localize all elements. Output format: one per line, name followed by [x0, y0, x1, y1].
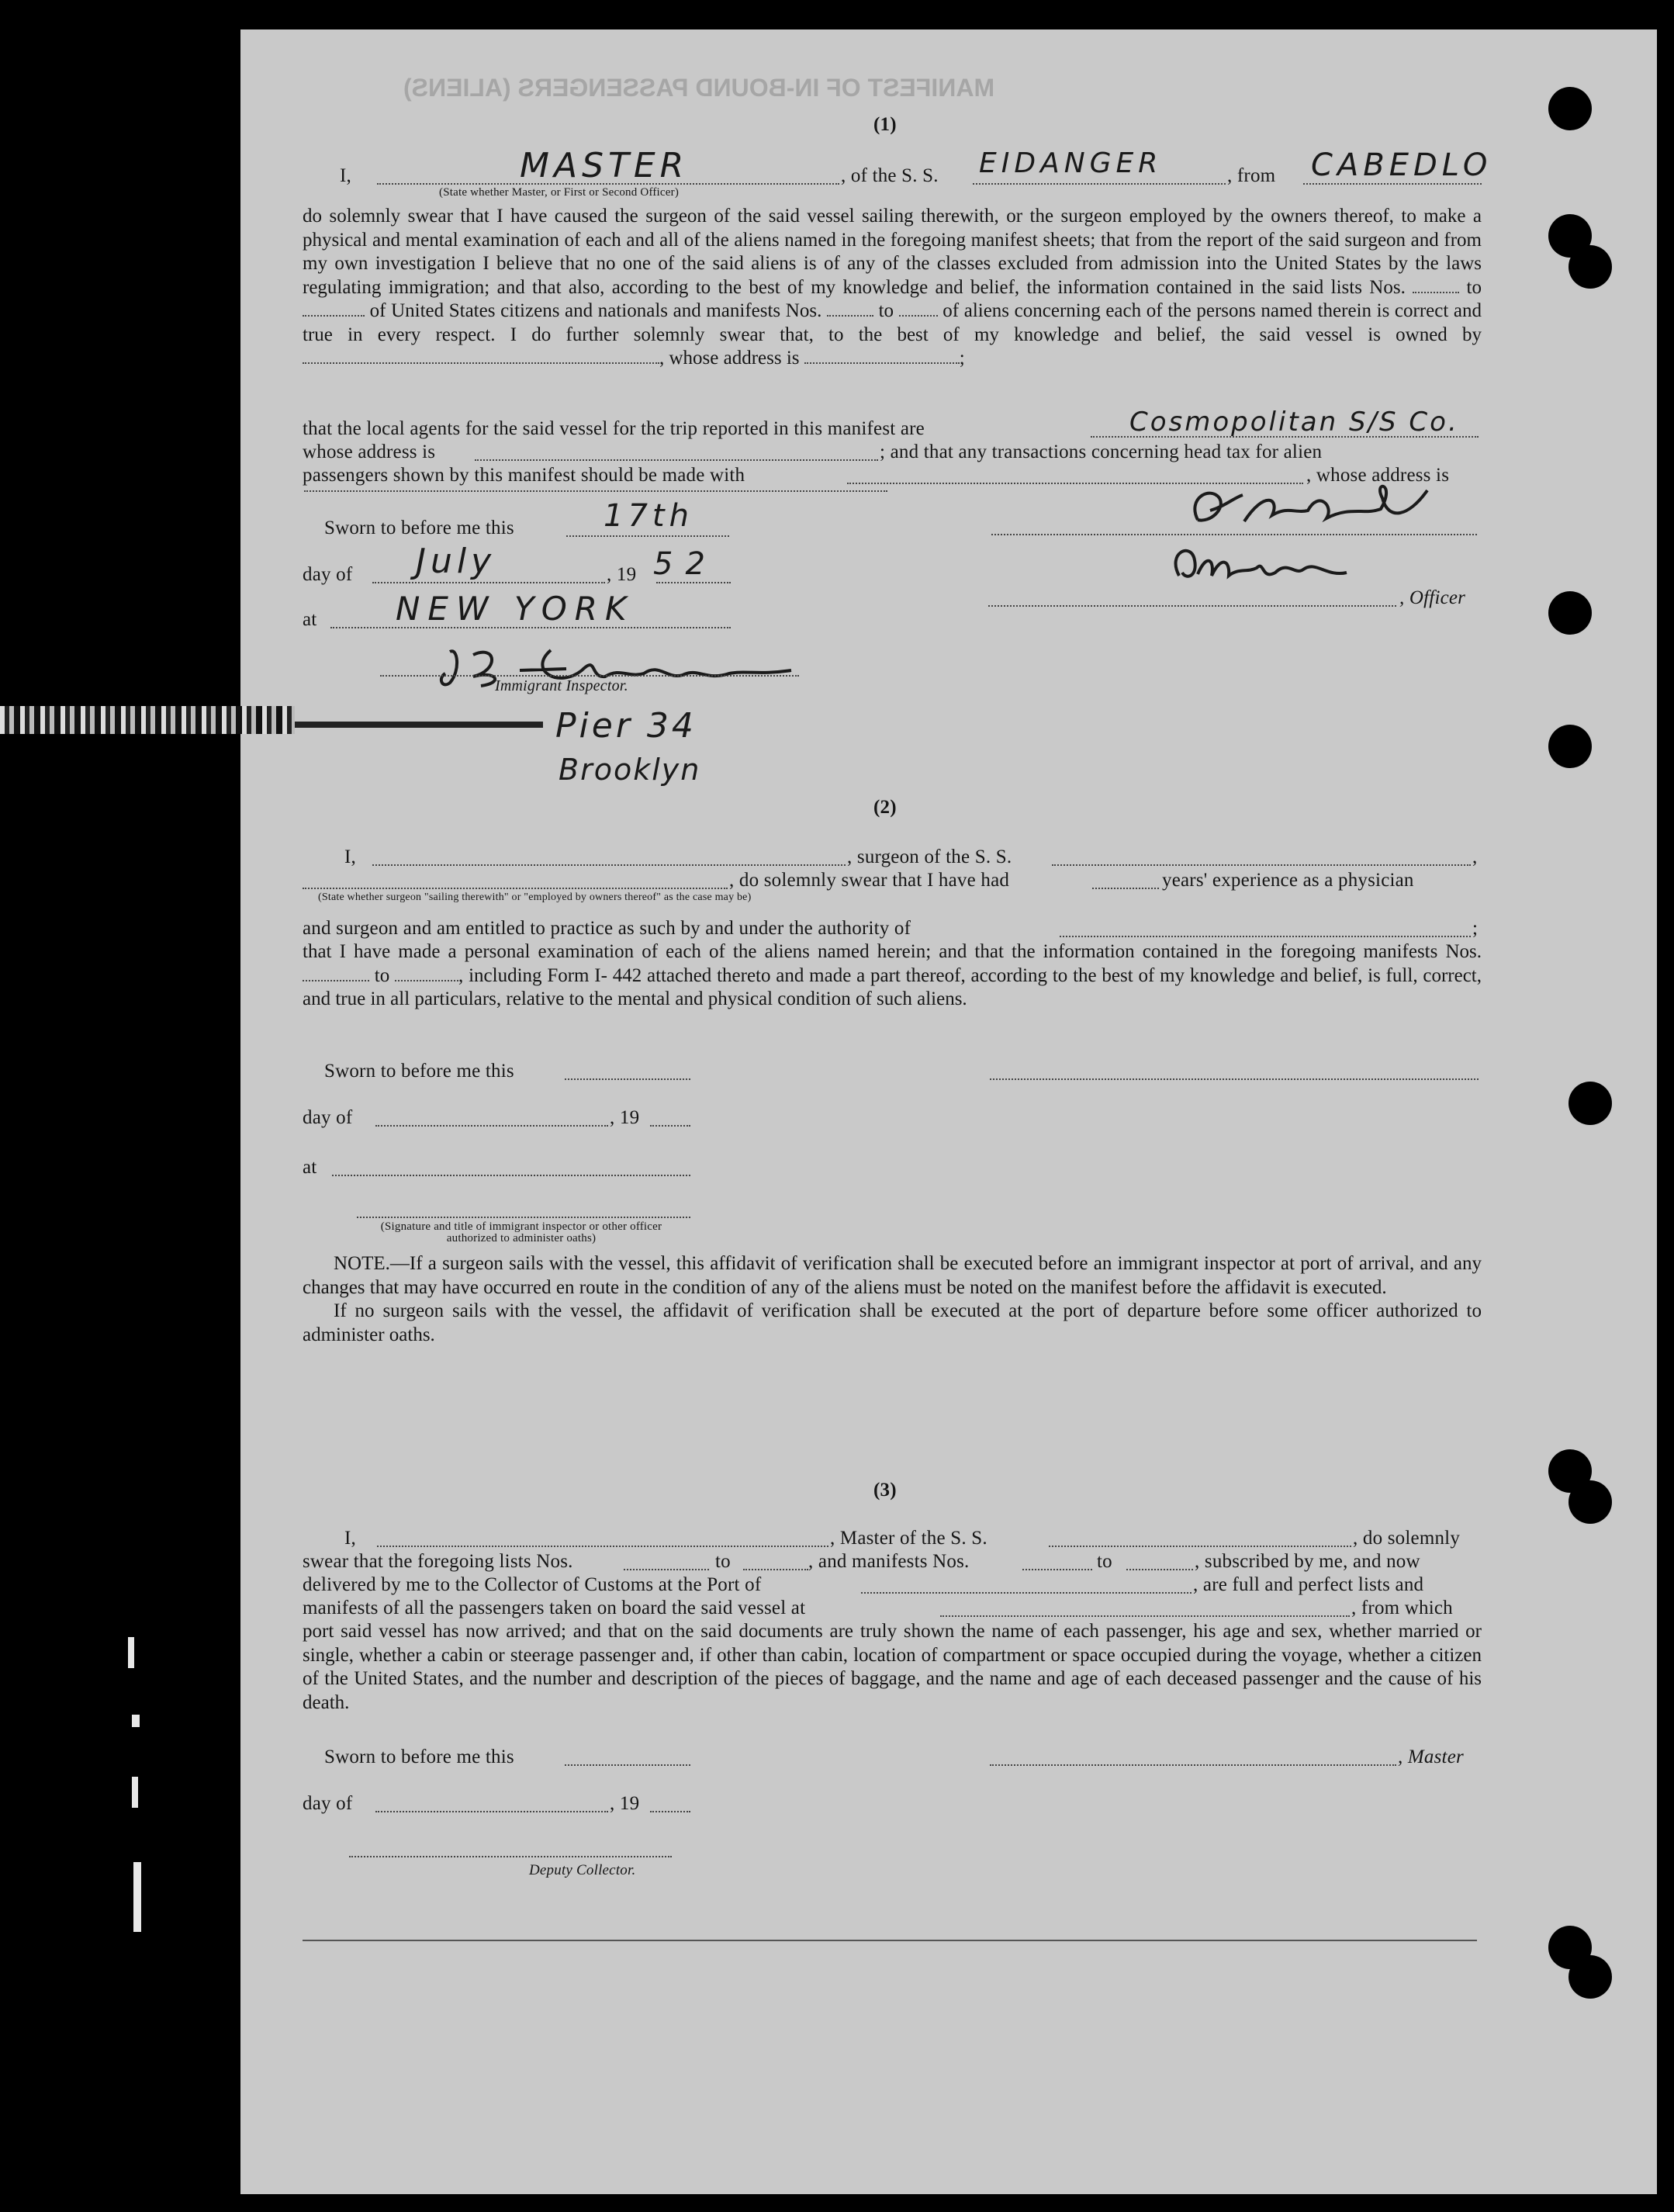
punch-hole [1548, 591, 1592, 635]
year-line [656, 582, 731, 583]
scan-noise [133, 1862, 141, 1932]
deputy-collector-label: Deputy Collector. [529, 1862, 636, 1878]
punch-hole [1548, 87, 1592, 130]
port-line [861, 1592, 1192, 1594]
punch-hole [1548, 725, 1592, 768]
bleed-through-text: MANIFEST OF IN-BOUND PASSENGERS (ALIENS) [403, 74, 995, 102]
officer-note: (State whether Master, or First or Second Officer) [439, 186, 680, 199]
handwritten-agents: Cosmopolitan S/S Co. [1129, 407, 1459, 438]
sworn-day-line [566, 535, 729, 537]
section1-body: do solemnly swear that I have caused the surgeon of the said vessel sailing therewith, or the surgeon employed by the owners thereof, to make a physical and mental examination of each and all of the aliens named in the foregoing manifest sheets; that from the report of the said surgeon and from my own investigation I believe that no one of the said aliens is of any of the classes excluded from admission into the United States by the laws regulating immigration; and that also, according to the best of my knowledge and belief, the information contained in the said lists Nos. to of United States citizens and nationals and manifests Nos. to of aliens concerning each of the persons named therein is correct and true in every respect. I do further solemnly swear that, to the best of my knowledge and belief, the said vessel is owned by , whose address is ; [303, 206, 1482, 369]
officer-title-line [988, 605, 1396, 607]
bottom-rule [303, 1940, 1477, 1941]
year-line [650, 1811, 690, 1812]
from-line [1303, 183, 1482, 185]
punch-hole [1569, 1082, 1612, 1125]
manifests-all-label: manifests of all the passengers taken on board the said vessel at [303, 1598, 806, 1618]
address-line [475, 459, 878, 461]
handwritten-place: NEW YORK [396, 590, 635, 628]
handwritten-month: July [416, 542, 496, 581]
i-label: I, [344, 846, 356, 867]
scan-noise [132, 1777, 138, 1808]
at-label: at [303, 1157, 317, 1178]
authority-label: and surgeon and am entitled to practice as such by and under the authority of [303, 918, 911, 939]
sworn-label: Sworn to before me this [324, 1746, 514, 1767]
swear-label: swear that the foregoing lists Nos. [303, 1551, 573, 1572]
years-label: years' experience as a physician [1162, 870, 1414, 891]
scan-noise [0, 706, 295, 734]
authority-line [1060, 936, 1471, 937]
surgeon-of-label: , surgeon of the S. S. [847, 846, 1012, 867]
day-of-label: day of [303, 1107, 353, 1128]
punch-hole [1569, 245, 1612, 289]
lists-to-line [743, 1569, 808, 1570]
oath-text: do solemnly swear that I have caused the surgeon of the said vessel sailing therewith, or the surgeon employed by the owners thereof, to make a physical and mental examination of each and all of the aliens named in the foregoing manifest sheets; that from the report of the said surgeon and from my own investigation I believe that no one of the said aliens is of any of the classes excluded from admission into the United States by the laws regulating immigration; and that also, according to the best of my knowledge and belief, the information contained in the said lists Nos. [303, 206, 1482, 298]
handwritten-pier: Pier 34 [555, 706, 697, 746]
from-label: , from [1227, 165, 1276, 186]
sworn-label: Sworn to before me this [324, 1061, 514, 1082]
section-number: (1) [873, 114, 897, 135]
handwritten-vessel: EIDANGER [979, 147, 1163, 179]
punch-hole [1569, 1955, 1612, 1999]
section-number: (3) [873, 1480, 897, 1501]
month-line [372, 582, 605, 583]
officer-label: , Officer [1399, 587, 1466, 608]
years-line [1092, 888, 1159, 889]
vessel-line [973, 183, 1226, 185]
year-label: , 19 [610, 1793, 640, 1814]
scan-noise [132, 1715, 140, 1727]
surgeon-vessel-line [1052, 864, 1471, 866]
surgeon-name-line [372, 864, 846, 866]
head-tax-text: ; and that any transactions concerning head tax for alien [880, 441, 1323, 462]
smudge-mark [295, 722, 543, 728]
comma: , [1472, 846, 1478, 867]
inspector-label: Immigrant Inspector. [495, 677, 628, 694]
lists-from-line [624, 1569, 709, 1570]
section3-body: port said vessel has now arrived; and that on the said documents are truly shown the name of each passenger, his age and sex, whether married or single, whether a cabin or steerage passenger and, if other than cabin, location of compartment or space occupied during the voyage, whether a citizen of the United States, and the number and description of the pieces of baggage, and the name and age of each deceased passenger and the cause of his death. [303, 1621, 1482, 1713]
handwritten-year: 52 [653, 546, 718, 582]
section-number: (2) [873, 797, 897, 818]
sworn-label: Sworn to before me this [324, 518, 514, 538]
inspector-line [357, 1217, 690, 1218]
officer-signature [1179, 475, 1435, 537]
inspector-line [380, 675, 799, 677]
section2-body: that I have made a personal examination of each of the aliens named herein; and that the information contained in the foregoing manifests Nos. to , including Form I- 442 attached thereto and made a part thereof, according to the best of my knowledge and belief, is full, correct, and true in all particulars, relative to the mental and physical condition of such aliens. [303, 941, 1482, 1009]
manifests-from-line [1022, 1569, 1092, 1570]
month-line [375, 1125, 608, 1127]
year-label: , 19 [610, 1107, 640, 1128]
departure-line [940, 1615, 1350, 1617]
scan-noise [128, 1637, 134, 1668]
place-line [332, 1175, 690, 1176]
handwritten-rank: MASTER [520, 146, 689, 185]
whose-address-label: , whose address is [1306, 465, 1450, 486]
at-label: at [303, 609, 317, 630]
whose-address-label: whose address is [303, 441, 436, 462]
year-line [650, 1125, 690, 1127]
month-line [375, 1811, 608, 1812]
master-signature-line [990, 1764, 1396, 1766]
vessel-line [1049, 1546, 1351, 1547]
passengers-line-text: passengers shown by this manifest should be made with [303, 465, 745, 486]
note-label: NOTE.— [334, 1253, 410, 1274]
manifests-to-line [1126, 1569, 1193, 1570]
handwritten-from: CABEDLO [1311, 147, 1492, 183]
surgeon-note: (State whether surgeon "sailing therewith" or "employed by owners thereof" as the case may be) [318, 891, 752, 903]
manifests-label: , and manifests Nos. [808, 1551, 970, 1572]
do-solemnly-label: , do solemnly [1353, 1528, 1461, 1549]
to-label: to [715, 1551, 731, 1572]
subscribed-label: , subscribed by me, and now [1195, 1551, 1420, 1572]
punch-hole [1569, 1480, 1612, 1524]
officer-signature-line [991, 534, 1477, 535]
i-label: I, [340, 165, 351, 186]
master-signature [1164, 537, 1350, 599]
sworn-day-line [565, 1764, 690, 1766]
agents-label: that the local agents for the said vessel for the trip reported in this manifest are [303, 418, 925, 439]
master-of-label: , Master of the S. S. [830, 1528, 987, 1549]
handwritten-day: 17th [604, 498, 693, 534]
collector-line [349, 1856, 672, 1857]
i-label: I, [344, 1528, 356, 1549]
of-ss-label: , of the S. S. [841, 165, 939, 186]
master-name-line [377, 1546, 828, 1547]
signature-note: (Signature and title of immigrant inspector or other officer authorized to administer oaths) [380, 1220, 662, 1244]
day-of-label: day of [303, 1793, 353, 1814]
day-of-label: day of [303, 564, 353, 585]
address-line [304, 490, 887, 492]
master-label: , Master [1398, 1746, 1464, 1767]
solemnly-label: , do solemnly swear that I have had [729, 870, 1010, 891]
delivered-label: delivered by me to the Collector of Customs at the Port of [303, 1574, 762, 1595]
from-which-label: , from which [1351, 1598, 1453, 1618]
signature-line [990, 1078, 1479, 1080]
year-label: , 19 [607, 564, 637, 585]
full-label: , are full and perfect lists and [1193, 1574, 1424, 1595]
handwritten-brooklyn: Brooklyn [559, 753, 701, 787]
note-block: NOTE.—If a surgeon sails with the vessel, this affidavit of verification shall be executed before an immigrant inspector at port of arrival, and any changes that may have occurred en route in the condition of any of the aliens must be noted on the manifest before the affidavit is executed. If no surgeon sails with the vessel, the affidavit of verification shall be executed at the port of departure before some officer authorized to administer oaths. [303, 1253, 1482, 1345]
semicolon: ; [1472, 918, 1479, 939]
sworn-day-line [565, 1078, 690, 1080]
surgeon-status-line [303, 888, 728, 889]
to-label: to [1097, 1551, 1112, 1572]
